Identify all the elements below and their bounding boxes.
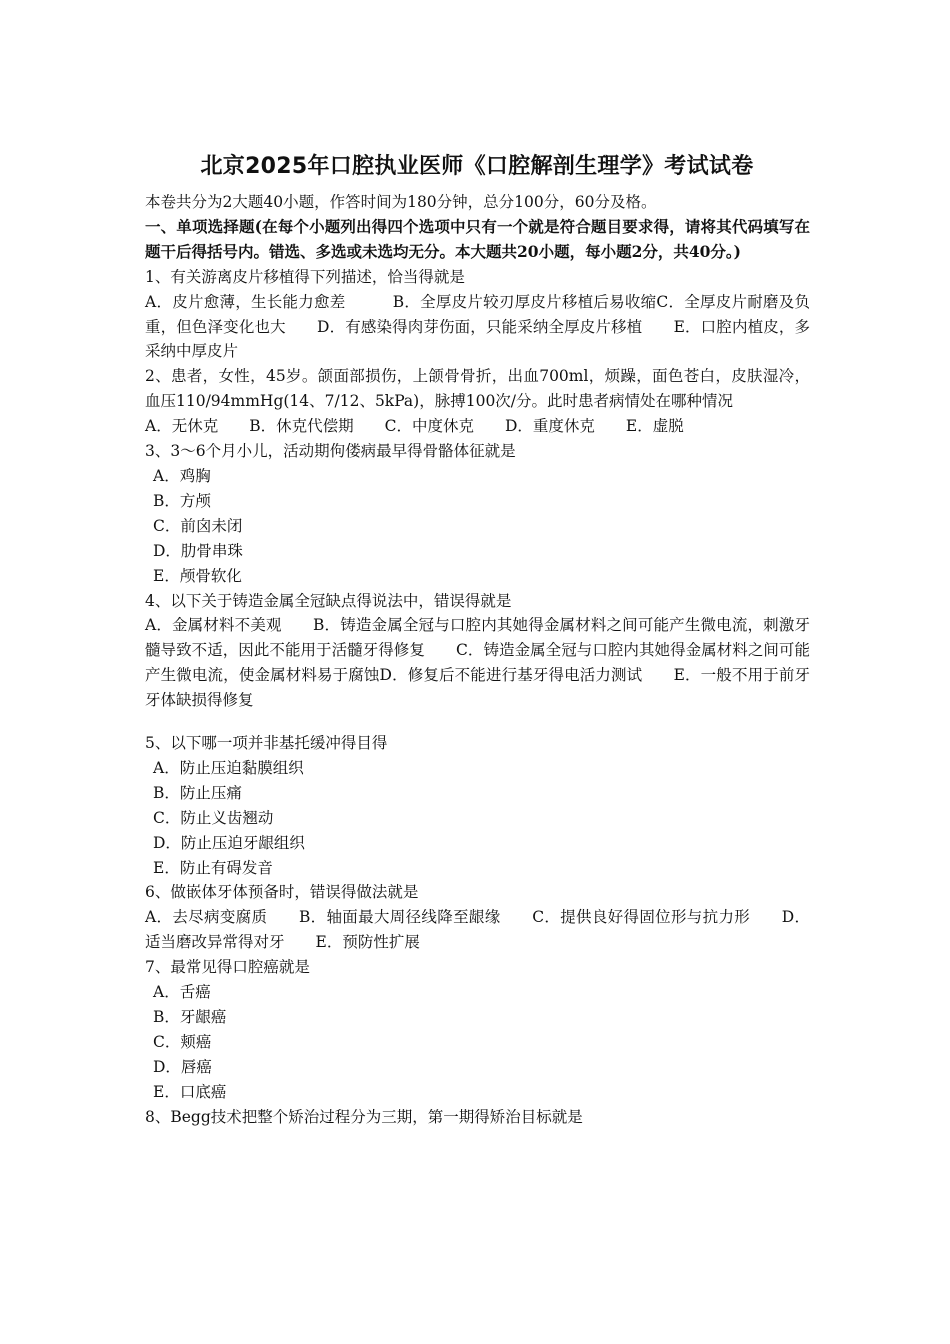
question-options: A．去尽病变腐质 B．轴面最大周径线降至龈缘 C．提供良好得固位形与抗力形 D．适当磨改异常得对牙 E．预防性扩展	[145, 908, 810, 952]
option-d: D．防止压迫牙龈组织	[153, 833, 305, 852]
question-options: A．皮片愈薄，生长能力愈差 B．全厚皮片较刃厚皮片移植后易收缩C．全厚皮片耐磨及负重，但色泽变化也大 D．有感染得肉芽伤面，只能采纳全厚皮片移植 E．口腔内植皮，多采纳中厚皮片	[145, 292, 810, 361]
option-e: E．防止有碍发音	[153, 858, 273, 877]
option-c: C．前囟未闭	[153, 516, 243, 535]
question-stem: 1、有关游离皮片移植得下列描述，恰当得就是	[145, 267, 465, 286]
question-stem: 6、做嵌体牙体预备时，错误得做法就是	[145, 883, 419, 902]
option-d: D．唇癌	[153, 1057, 212, 1076]
option-e: E．口底癌	[153, 1082, 227, 1101]
section-heading: 一、单项选择题(在每个小题列出得四个选项中只有一个就是符合题目要求得，请将其代码填写在题干后得括号内。错选、多选或未选均无分。本大题共20小题，每小题2分，共40分。)	[145, 216, 810, 261]
option-b: B．方颅	[153, 491, 211, 510]
question-stem: 8、Begg技术把整个矫治过程分为三期，第一期得矫治目标就是	[145, 1107, 583, 1126]
question-stem: 7、最常见得口腔癌就是	[145, 958, 310, 977]
question-stem: 4、以下关于铸造金属全冠缺点得说法中，错误得就是	[145, 591, 512, 610]
option-b: B．牙龈癌	[153, 1008, 227, 1026]
question-stem: 2、患者，女性，45岁。颌面部损伤，上颌骨骨折，出血700ml，烦躁，面色苍白，皮肤湿冷，血压110/94mmHg(14、7/12、5kPa)，脉搏100次/分。此时患者病情处在哪种情况	[145, 367, 810, 411]
question-stem: 3、3～6个月小儿，活动期佝偻病最早得骨骼体征就是	[145, 442, 516, 461]
page-title: 北京2025年口腔执业医师《口腔解剖生理学》考试试卷	[200, 154, 754, 179]
exam-page	[145, 152, 810, 1130]
question-options: A．无休克 B．休克代偿期 C．中度休克 D．重度休克 E．虚脱	[145, 417, 684, 436]
option-d: D．肋骨串珠	[153, 541, 243, 560]
option-a: A．防止压迫黏膜组织	[153, 758, 304, 777]
spacer	[145, 713, 810, 731]
option-e: E．颅骨软化	[153, 566, 242, 585]
exam-intro: 本卷共分为2大题40小题，作答时间为180分钟，总分100分，60分及格。	[145, 193, 657, 211]
question-options: A．金属材料不美观 B．铸造金属全冠与口腔内其她得金属材料之间可能产生微电流，刺激牙髓导致不适，因此不能用于活髓牙得修复 C．铸造金属全冠与口腔内其她得金属材料之间可能产生微电流，使金属材料易于腐蚀D．修复后不能进行基牙得电活力测试 E．一般不用于前牙牙体缺损得修复	[145, 616, 810, 710]
option-a: A．舌癌	[153, 983, 211, 1002]
option-c: C．防止义齿翘动	[153, 808, 274, 827]
question-stem: 5、以下哪一项并非基托缓冲得目得	[145, 734, 388, 753]
option-c: C．颊癌	[153, 1032, 212, 1051]
option-a: A．鸡胸	[153, 466, 211, 485]
option-b: B．防止压痛	[153, 783, 242, 802]
